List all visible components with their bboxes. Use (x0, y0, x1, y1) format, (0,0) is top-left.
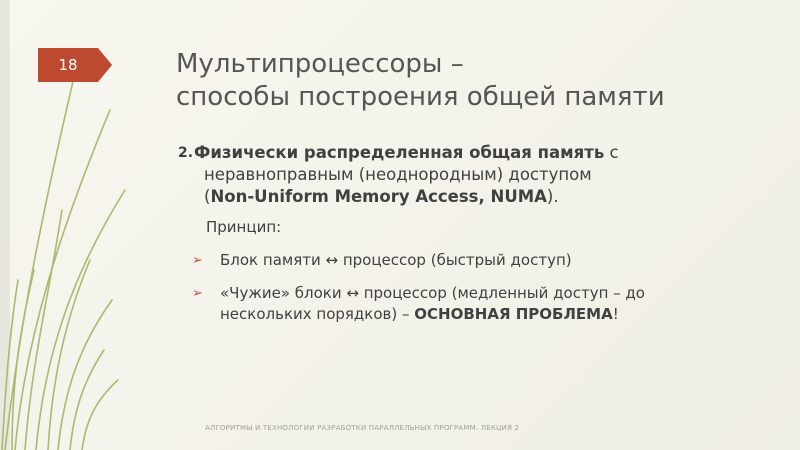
item-line-3 (204, 186, 738, 208)
item-line-2: неравноправным (неоднородным) доступом (204, 165, 592, 184)
main-problem-text: ОСНОВНАЯ ПРОБЛЕМА (414, 305, 613, 323)
slide-number-tab (38, 48, 98, 82)
slide-body (178, 142, 738, 325)
bullet-item (192, 283, 738, 325)
numbered-item (178, 142, 738, 208)
bullet-text-end: ! (612, 305, 619, 323)
title-line-2: способы построения общей памяти (176, 82, 665, 112)
arrowhead-bullet-icon: ➢ (192, 286, 203, 301)
slide-number: 18 (58, 56, 78, 74)
slide-footer: АЛГОРИТМЫ И ТЕХНОЛОГИИ РАЗРАБОТКИ ПАРАЛЛЕЛЬНЫХ ПРОГРАММ. ЛЕКЦИЯ 2 (205, 424, 520, 432)
principle-label: Принцип: (206, 218, 282, 236)
numa-bold-text: Non-Uniform Memory Access, NUMA (210, 187, 547, 206)
arrowhead-bullet-icon: ➢ (192, 253, 203, 268)
bullet-text: «Чужие» блоки ↔ процессор (медленный доступ – до нескольких порядков) – (220, 284, 645, 323)
title-line-1: Мультипроцессоры – (176, 49, 464, 79)
paren-open: ( (204, 187, 211, 206)
bullet-text: Блок памяти ↔ процессор (быстрый доступ) (220, 251, 572, 269)
bullet-item (192, 250, 738, 271)
item-text-1: с (604, 143, 619, 162)
item-number: 2. (178, 145, 194, 161)
item-bold-text: Физически распределенная общая память (194, 143, 605, 162)
slide-title (176, 48, 776, 114)
paren-close: ). (546, 187, 559, 206)
